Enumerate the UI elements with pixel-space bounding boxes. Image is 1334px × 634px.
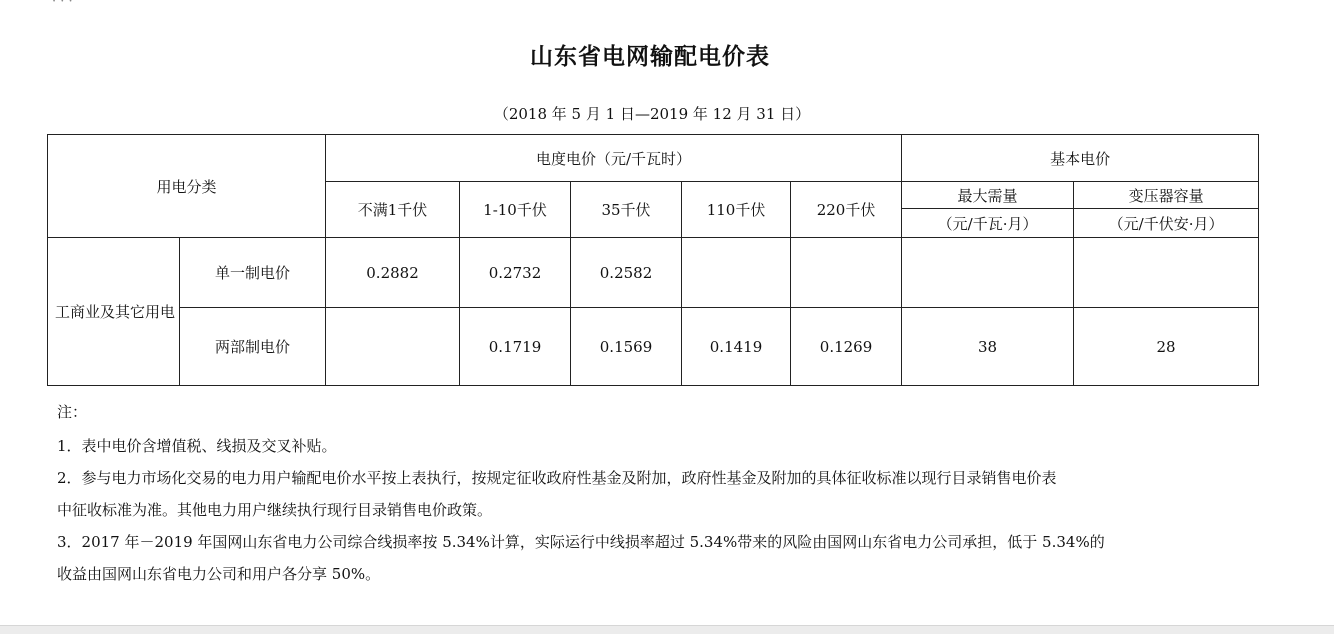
category-header: 用电分类 — [48, 135, 326, 238]
table-cell: 0.1269 — [791, 308, 902, 386]
table-row-two-part — [48, 308, 1259, 386]
table-cell — [326, 308, 460, 386]
table-cell: 38 — [902, 308, 1074, 386]
note-item-2-line-2: 中征收标准为准。其他电力用户继续执行现行目录销售电价政策。 — [57, 501, 493, 519]
note-item-3-line-1: 3．2017 年－2019 年国网山东省电力公司综合线损率按 5.34%计算，实际运行中线损率超过 5.34%带来的风险由国网山东省电力公司承担，低于 5.34%的 — [57, 533, 1105, 551]
table-cell: 0.1719 — [460, 308, 571, 386]
note-item-2-line-1: 2．参与电力市场化交易的电力用户输配电价水平按上表执行，按规定征收政府性基金及附加，政府性基金及附加的具体征收标准以现行目录销售电价表 — [57, 469, 1057, 487]
table-cell: 0.1569 — [571, 308, 682, 386]
group-label: 工商业及其它用电 — [48, 238, 180, 386]
table-cell: 0.2732 — [460, 238, 571, 308]
transformer-capacity-unit: （元/千伏安·月） — [1074, 209, 1259, 238]
basic-price-header: 基本电价 — [902, 135, 1259, 182]
table-cell — [1074, 238, 1259, 308]
transformer-capacity-header: 变压器容量 — [1074, 182, 1259, 209]
voltage-header-220kv: 220千伏 — [791, 182, 902, 238]
note-item-1: 1．表中电价含增值税、线损及交叉补贴。 — [57, 437, 337, 455]
table-cell — [682, 238, 791, 308]
voltage-header-35kv: 35千伏 — [571, 182, 682, 238]
table-cell: 0.2582 — [571, 238, 682, 308]
row-label-two-part: 两部制电价 — [180, 308, 326, 386]
page-subtitle: （2018 年 5 月 1 日—2019 年 12 月 31 日） — [493, 105, 811, 123]
page-title: 山东省电网输配电价表 — [530, 44, 770, 70]
voltage-header-110kv: 110千伏 — [682, 182, 791, 238]
row-label-single: 单一制电价 — [180, 238, 326, 308]
notes-section — [57, 402, 1267, 584]
table-cell — [902, 238, 1074, 308]
notes-heading: 注： — [57, 403, 88, 421]
table-row-single — [48, 238, 1259, 308]
table-cell: 0.1419 — [682, 308, 791, 386]
max-demand-unit: （元/千瓦·月） — [902, 209, 1074, 238]
energy-price-header: 电度电价（元/千瓦时） — [326, 135, 902, 182]
price-table — [47, 134, 1259, 386]
table-cell — [791, 238, 902, 308]
header-row-1 — [48, 135, 1259, 182]
table-cell: 0.2882 — [326, 238, 460, 308]
corner-mark: · · · — [52, 0, 73, 9]
max-demand-header: 最大需量 — [902, 182, 1074, 209]
table-cell: 28 — [1074, 308, 1259, 386]
voltage-header-1-10kv: 1-10千伏 — [460, 182, 571, 238]
note-item-3-line-2: 收益由国网山东省电力公司和用户各分享 50%。 — [57, 565, 381, 583]
voltage-header-lt1kv: 不满1千伏 — [326, 182, 460, 238]
